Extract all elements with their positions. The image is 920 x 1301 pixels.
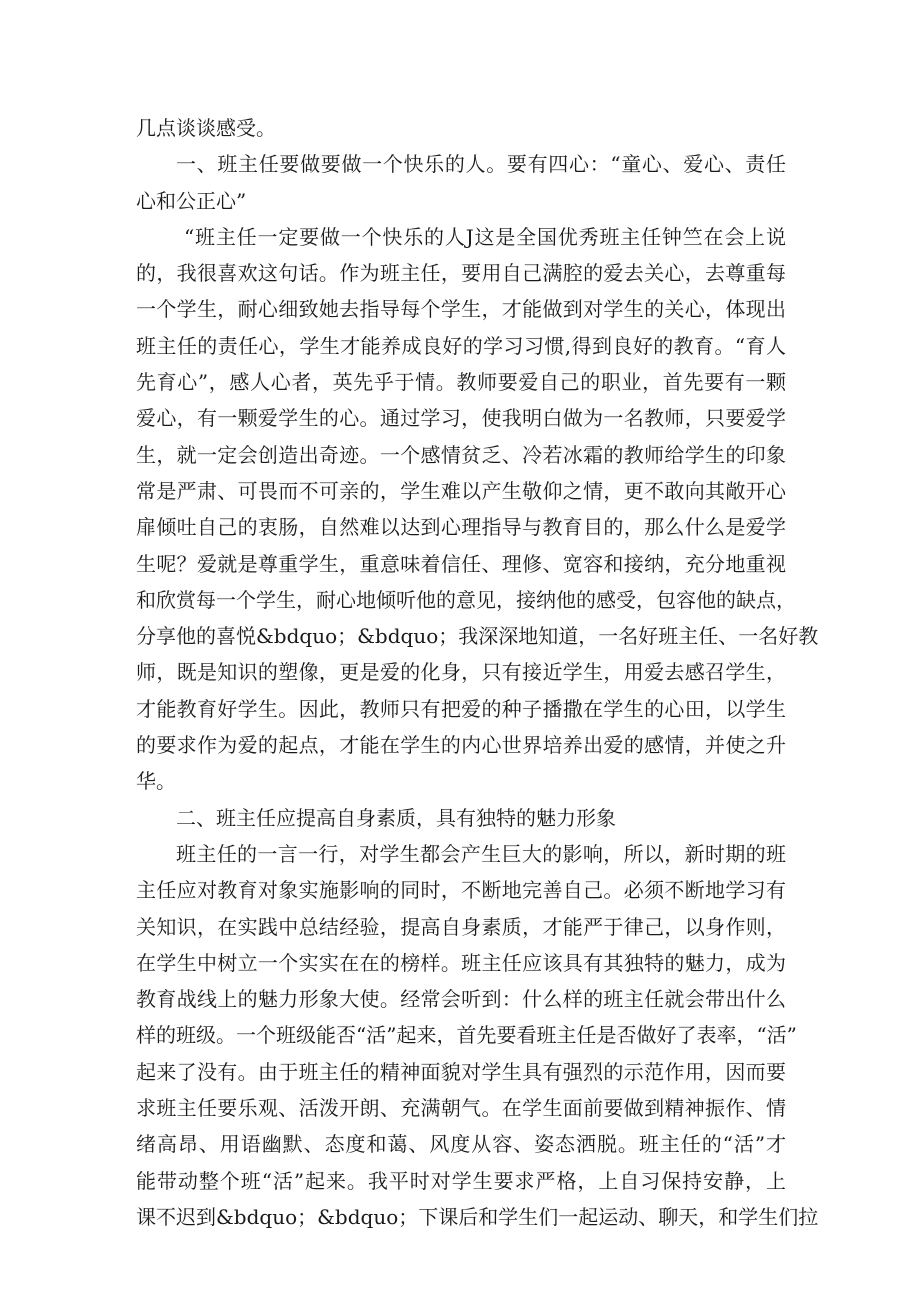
text-line: 班主任的责任心，学生才能养成良好的学习习惯,得到良好的教育。“育人 (136, 333, 786, 358)
text-line: 常是严肃、可畏而不可亲的，学生难以产生敬仰之情，更不敢向其敞开心 (136, 478, 786, 503)
text-line: 华。 (136, 769, 176, 794)
section-heading-line: 一、班主任要做要做一个快乐的人。要有四心：“童心、爱心、责任 (176, 152, 786, 177)
section-heading-line: 心和公正心” (136, 188, 247, 213)
section-heading-line: 二、班主任应提高自身素质，具有独特的魅力形象 (176, 805, 616, 830)
text-line: 样的班级。一个班级能否“活”起来，首先要看班主任是否做好了表率，“活” (136, 1023, 797, 1048)
text-line: 扉倾吐自己的衷肠，自然难以达到心理指导与教育目的，那么什么是爱学 (136, 515, 786, 540)
text-line: 绪高昂、用语幽默、态度和蔼、风度从容、姿态洒脱。班主任的“活”才 (136, 1132, 786, 1157)
text-line: 班主任的一言一行，对学生都会产生巨大的影响，所以，新时期的班 (176, 841, 786, 866)
text-line: 的，我很喜欢这句话。作为班主任，要用自己满腔的爱去关心，去尊重每 (136, 261, 786, 286)
text-line: “班主任一定要做一个快乐的人J这是全国优秀班主任钟竺在会上说 (184, 224, 786, 249)
text-line: 一个学生，耐心细致她去指导每个学生，才能做到对学生的关心，体现出 (136, 297, 786, 322)
text-line: 在学生中树立一个实实在在的榜样。班主任应该具有其独特的魅力，成为 (136, 950, 786, 975)
text-line: 主任应对教育对象实施影响的同时，不断地完善自己。必须不断地学习有 (136, 878, 786, 903)
text-line: 先育心”，感人心者，英先乎于情。教师要爱自己的职业，首先要有一颗 (136, 370, 786, 395)
text-line: 师，既是知识的塑像，更是爱的化身，只有接近学生，用爱去感召学生， (136, 660, 786, 685)
text-line: 课不迟到&bdquo；&bdquo；下课后和学生们一起运动、聊天，和学生们拉 (136, 1204, 819, 1229)
text-line: 教育战线上的魅力形象大使。经常会听到：什么样的班主任就会带出什么 (136, 987, 786, 1012)
text-line: 和欣赏每一个学生，耐心地倾听他的意见，接纳他的感受，包容他的缺点， (136, 587, 796, 612)
text-line: 分享他的喜悦&bdquo；&bdquo；我深深地知道，一名好班主任、一名好教 (136, 624, 819, 649)
document-body (136, 110, 819, 1235)
text-line: 起来了没有。由于班主任的精神面貌对学生具有强烈的示范作用，因而要 (136, 1059, 786, 1084)
text-line: 关知识，在实践中总结经验，提高自身素质，才能严于律己，以身作则， (136, 914, 786, 939)
text-line: 能带动整个班“活”起来。我平时对学生要求严格，上自习保持安静，上 (136, 1168, 786, 1193)
text-line: 几点谈谈感受。 (136, 116, 276, 140)
text-line: 的要求作为爱的起点，才能在学生的内心世界培养出爱的感情，并使之升 (136, 733, 786, 758)
text-line: 生呢？爱就是尊重学生，重意味着信任、理修、宽容和接纳，充分地重视 (136, 551, 786, 576)
text-line: 才能教育好学生。因此，教师只有把爱的种子播撒在学生的心田，以学生 (136, 696, 786, 721)
text-line: 生，就一定会创造出奇迹。一个感情贫乏、冷若冰霜的教师给学生的印象 (136, 442, 786, 467)
text-line: 爱心，有一颗爱学生的心。通过学习，使我明白做为一名教师，只要爱学 (136, 406, 786, 431)
text-line: 求班主任要乐观、活泼开朗、充满朝气。在学生面前要做到精神振作、情 (136, 1096, 786, 1121)
